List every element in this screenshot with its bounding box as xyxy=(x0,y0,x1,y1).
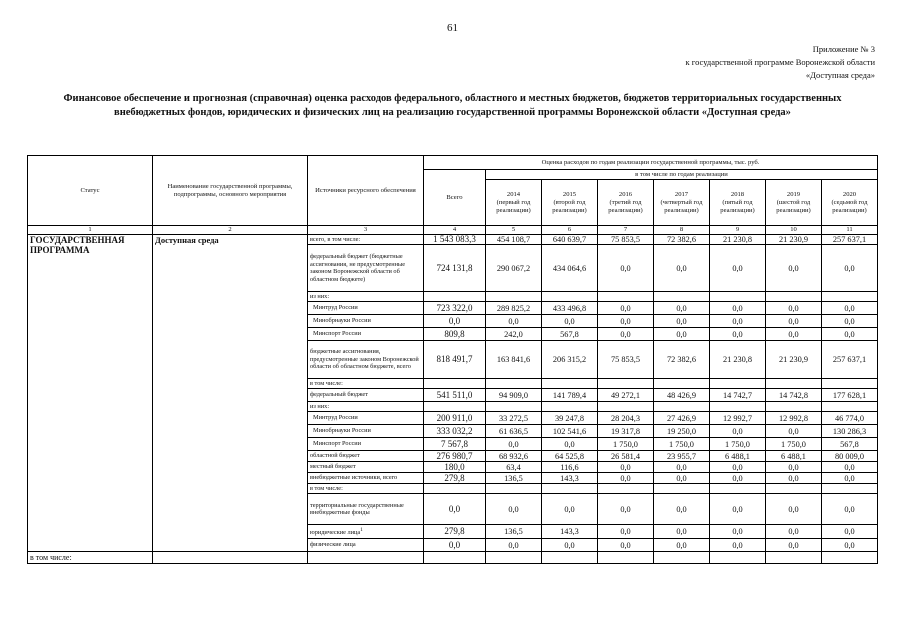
table-row xyxy=(28,235,878,245)
empty-cell xyxy=(710,552,766,564)
year-value-cell: 0,0 xyxy=(766,494,822,525)
year-value-cell xyxy=(542,292,598,302)
source-label: Минтруд России xyxy=(313,414,358,422)
total-value-cell: 0,0 xyxy=(424,539,486,552)
header-by-year: в том числе по годам реализации xyxy=(486,170,878,180)
year-value-cell xyxy=(486,379,542,389)
header-year-label: (шестой год реализации) xyxy=(776,198,811,214)
year-value-cell: 21 230,8 xyxy=(710,235,766,245)
header-year-number: 2020 xyxy=(842,190,857,198)
annex-line: Приложение № 3 xyxy=(812,44,875,54)
column-number: 9 xyxy=(710,226,766,235)
header-year xyxy=(710,180,766,226)
year-value-cell: 0,0 xyxy=(766,462,822,473)
year-value-cell: 567,8 xyxy=(822,438,878,451)
column-number: 3 xyxy=(308,226,424,235)
header-year-label: (первый год реализации) xyxy=(496,198,531,214)
annex-line: к государственной программе Воронежской области xyxy=(685,57,875,67)
source-cell xyxy=(308,494,424,525)
year-value-cell: 0,0 xyxy=(654,462,710,473)
year-value-cell: 0,0 xyxy=(598,473,654,484)
total-value-cell: 724 131,8 xyxy=(424,245,486,292)
header-status: Статус xyxy=(28,156,153,226)
year-value-cell: 136,5 xyxy=(486,525,542,539)
status-cell: ГОСУДАРСТВЕННАЯ ПРОГРАММА xyxy=(28,235,153,552)
year-value-cell: 0,0 xyxy=(822,494,878,525)
empty-cell xyxy=(654,552,710,564)
header-year xyxy=(822,180,878,226)
total-value-cell: 0,0 xyxy=(424,315,486,328)
header-name: Наименование государственной программы, подпрограммы, основного мероприятия xyxy=(153,156,308,226)
year-value-cell: 0,0 xyxy=(766,539,822,552)
year-value-cell xyxy=(710,292,766,302)
program-name-cell: Доступная среда xyxy=(153,235,308,552)
year-value-cell: 0,0 xyxy=(766,315,822,328)
year-value-cell: 14 742,8 xyxy=(766,389,822,402)
source-label: федеральный бюджет xyxy=(310,391,368,399)
year-value-cell: 0,0 xyxy=(710,245,766,292)
year-value-cell: 0,0 xyxy=(710,473,766,484)
year-value-cell: 0,0 xyxy=(654,473,710,484)
year-value-cell: 0,0 xyxy=(822,245,878,292)
year-value-cell: 21 230,8 xyxy=(710,341,766,379)
header-year-label: (четвертый год реализации) xyxy=(660,198,703,214)
source-cell xyxy=(308,235,424,245)
source-label: Минспорт России xyxy=(313,440,362,448)
column-number: 1 xyxy=(28,226,153,235)
year-value-cell xyxy=(598,484,654,494)
year-value-cell: 39 247,8 xyxy=(542,412,598,425)
year-value-cell: 6 488,1 xyxy=(710,451,766,462)
column-number: 6 xyxy=(542,226,598,235)
column-number: 4 xyxy=(424,226,486,235)
year-value-cell: 130 286,3 xyxy=(822,425,878,438)
year-value-cell xyxy=(766,292,822,302)
year-value-cell: 0,0 xyxy=(710,302,766,315)
year-value-cell: 72 382,6 xyxy=(654,341,710,379)
header-year-label: (третий год реализации) xyxy=(608,198,643,214)
source-cell xyxy=(308,462,424,473)
year-value-cell xyxy=(710,379,766,389)
total-value-cell xyxy=(424,484,486,494)
header-year xyxy=(598,180,654,226)
column-number: 8 xyxy=(654,226,710,235)
source-cell xyxy=(308,451,424,462)
year-value-cell: 94 909,0 xyxy=(486,389,542,402)
year-value-cell xyxy=(766,484,822,494)
source-cell xyxy=(308,438,424,451)
year-value-cell: 0,0 xyxy=(598,462,654,473)
year-value-cell: 14 742,7 xyxy=(710,389,766,402)
year-value-cell: 0,0 xyxy=(822,462,878,473)
year-value-cell: 141 789,4 xyxy=(542,389,598,402)
year-value-cell: 0,0 xyxy=(654,315,710,328)
year-value-cell: 290 067,2 xyxy=(486,245,542,292)
column-number: 5 xyxy=(486,226,542,235)
year-value-cell: 0,0 xyxy=(486,494,542,525)
year-value-cell: 434 064,6 xyxy=(542,245,598,292)
total-value-cell xyxy=(424,402,486,412)
year-value-cell: 0,0 xyxy=(766,302,822,315)
year-value-cell: 0,0 xyxy=(766,425,822,438)
year-value-cell xyxy=(766,402,822,412)
year-value-cell: 0,0 xyxy=(710,425,766,438)
empty-cell xyxy=(542,552,598,564)
year-value-cell xyxy=(654,484,710,494)
year-value-cell: 27 426,9 xyxy=(654,412,710,425)
page-number: 61 xyxy=(447,22,458,34)
header-source: Источники ресурсного обеспечения xyxy=(308,156,424,226)
source-label: местный бюджет xyxy=(310,463,356,471)
year-value-cell: 0,0 xyxy=(598,302,654,315)
year-value-cell: 257 637,1 xyxy=(822,235,878,245)
header-year xyxy=(654,180,710,226)
year-value-cell: 0,0 xyxy=(710,494,766,525)
source-label: областной бюджет xyxy=(310,452,360,460)
empty-cell xyxy=(822,552,878,564)
year-value-cell xyxy=(710,402,766,412)
year-value-cell: 0,0 xyxy=(654,302,710,315)
total-value-cell: 7 567,8 xyxy=(424,438,486,451)
total-value-cell: 1 543 083,3 xyxy=(424,235,486,245)
year-value-cell: 12 992,8 xyxy=(766,412,822,425)
year-value-cell: 242,0 xyxy=(486,328,542,341)
year-value-cell: 640 639,7 xyxy=(542,235,598,245)
year-value-cell: 0,0 xyxy=(710,539,766,552)
empty-cell xyxy=(598,552,654,564)
year-value-cell xyxy=(486,292,542,302)
year-value-cell: 136,5 xyxy=(486,473,542,484)
year-value-cell: 26 581,4 xyxy=(598,451,654,462)
year-value-cell: 48 426,9 xyxy=(654,389,710,402)
total-value-cell: 279,8 xyxy=(424,473,486,484)
annex-line: «Доступная среда» xyxy=(805,70,875,80)
table-row xyxy=(28,552,878,564)
header-year-number: 2014 xyxy=(506,190,521,198)
year-value-cell: 28 204,3 xyxy=(598,412,654,425)
year-value-cell: 0,0 xyxy=(486,438,542,451)
year-value-cell: 23 955,7 xyxy=(654,451,710,462)
year-value-cell: 0,0 xyxy=(486,315,542,328)
source-label: всего, в том числе: xyxy=(310,235,361,243)
year-value-cell: 0,0 xyxy=(542,315,598,328)
total-value-cell: 0,0 xyxy=(424,494,486,525)
year-value-cell xyxy=(486,484,542,494)
source-label: из них: xyxy=(310,402,330,410)
total-value-cell xyxy=(424,292,486,302)
year-value-cell: 0,0 xyxy=(542,438,598,451)
year-value-cell: 206 315,2 xyxy=(542,341,598,379)
year-value-cell: 177 628,1 xyxy=(822,389,878,402)
year-value-cell: 0,0 xyxy=(710,525,766,539)
year-value-cell: 0,0 xyxy=(598,539,654,552)
year-value-cell: 0,0 xyxy=(766,525,822,539)
year-value-cell: 61 636,5 xyxy=(486,425,542,438)
year-value-cell: 68 932,6 xyxy=(486,451,542,462)
footnote-mark: 1 xyxy=(360,526,363,533)
source-cell xyxy=(308,379,424,389)
page-title: Финансовое обеспечение и прогнозная (справочная) оценка расходов федерального, областного и местных бюджетов, бюджетов территориальных государственных внебюджетных фондов, юридических и физических лиц на реализацию государственной программы Воронежской области «Доступная среда» xyxy=(63,93,842,118)
column-number: 11 xyxy=(822,226,878,235)
year-value-cell xyxy=(822,484,878,494)
year-value-cell: 80 009,0 xyxy=(822,451,878,462)
year-value-cell: 64 525,8 xyxy=(542,451,598,462)
total-value-cell: 723 322,0 xyxy=(424,302,486,315)
source-cell xyxy=(308,302,424,315)
header-year-number: 2019 xyxy=(786,190,801,198)
source-label: федеральный бюджет (бюджетные ассигнования, не предусмотренные законом Воронежской области об областном бюджете) xyxy=(310,253,406,283)
column-number: 7 xyxy=(598,226,654,235)
year-value-cell: 0,0 xyxy=(486,539,542,552)
header-year-number: 2017 xyxy=(674,190,689,198)
source-cell xyxy=(308,389,424,402)
year-value-cell: 163 841,6 xyxy=(486,341,542,379)
year-value-cell: 102 541,6 xyxy=(542,425,598,438)
year-value-cell xyxy=(710,484,766,494)
source-cell xyxy=(308,539,424,552)
year-value-cell: 0,0 xyxy=(822,328,878,341)
source-label: Минтруд России xyxy=(313,304,358,312)
header-year xyxy=(542,180,598,226)
total-value-cell xyxy=(424,379,486,389)
year-value-cell: 454 108,7 xyxy=(486,235,542,245)
year-value-cell: 12 992,7 xyxy=(710,412,766,425)
total-value-cell: 279,8 xyxy=(424,525,486,539)
year-value-cell: 0,0 xyxy=(766,473,822,484)
source-cell xyxy=(308,341,424,379)
source-label: Минспорт России xyxy=(313,330,362,338)
year-value-cell: 143,3 xyxy=(542,473,598,484)
year-value-cell: 1 750,0 xyxy=(710,438,766,451)
year-value-cell: 0,0 xyxy=(598,525,654,539)
source-label: в том числе: xyxy=(310,379,343,387)
year-value-cell: 567,8 xyxy=(542,328,598,341)
year-value-cell xyxy=(598,379,654,389)
year-value-cell: 0,0 xyxy=(542,494,598,525)
header-year-label: (пятый год реализации) xyxy=(720,198,755,214)
year-value-cell: 0,0 xyxy=(598,245,654,292)
year-value-cell xyxy=(654,402,710,412)
year-value-cell: 0,0 xyxy=(654,494,710,525)
year-value-cell xyxy=(598,402,654,412)
source-cell xyxy=(308,315,424,328)
header-year-label: (седьмой год реализации) xyxy=(831,198,868,214)
year-value-cell: 0,0 xyxy=(654,539,710,552)
source-label: внебюджетные источники, всего xyxy=(310,474,398,482)
year-value-cell: 433 496,8 xyxy=(542,302,598,315)
source-cell xyxy=(308,292,424,302)
total-value-cell: 809,8 xyxy=(424,328,486,341)
source-cell xyxy=(308,412,424,425)
year-value-cell: 0,0 xyxy=(598,328,654,341)
year-value-cell: 0,0 xyxy=(766,245,822,292)
year-value-cell: 0,0 xyxy=(822,473,878,484)
year-value-cell: 0,0 xyxy=(822,302,878,315)
year-value-cell xyxy=(486,402,542,412)
year-value-cell: 72 382,6 xyxy=(654,235,710,245)
empty-cell xyxy=(486,552,542,564)
source-label: в том числе: xyxy=(310,484,343,492)
year-value-cell xyxy=(654,292,710,302)
year-value-cell: 0,0 xyxy=(766,328,822,341)
year-value-cell xyxy=(822,379,878,389)
year-value-cell: 257 637,1 xyxy=(822,341,878,379)
year-value-cell xyxy=(542,379,598,389)
year-value-cell: 63,4 xyxy=(486,462,542,473)
year-value-cell: 116,6 xyxy=(542,462,598,473)
source-label: юридические лица xyxy=(310,528,361,536)
year-value-cell: 49 272,1 xyxy=(598,389,654,402)
year-value-cell: 0,0 xyxy=(598,494,654,525)
year-value-cell: 75 853,5 xyxy=(598,235,654,245)
year-value-cell: 33 272,5 xyxy=(486,412,542,425)
header-year xyxy=(766,180,822,226)
year-value-cell: 0,0 xyxy=(654,245,710,292)
year-value-cell: 21 230,9 xyxy=(766,341,822,379)
source-label: бюджетные ассигнования, предусмотренные законом Воронежской области об областном бюджете, всего xyxy=(310,348,419,371)
year-value-cell: 0,0 xyxy=(822,539,878,552)
column-number: 10 xyxy=(766,226,822,235)
year-value-cell: 0,0 xyxy=(710,328,766,341)
year-value-cell: 19 250,0 xyxy=(654,425,710,438)
empty-cell xyxy=(153,552,308,564)
total-value-cell: 818 491,7 xyxy=(424,341,486,379)
header-total: Всего xyxy=(424,170,486,226)
year-value-cell: 0,0 xyxy=(710,462,766,473)
financing-table xyxy=(27,155,878,564)
total-value-cell: 180,0 xyxy=(424,462,486,473)
year-value-cell: 46 774,0 xyxy=(822,412,878,425)
source-cell xyxy=(308,425,424,438)
source-label: Минобрнауки России xyxy=(313,427,371,435)
header-year-number: 2016 xyxy=(618,190,633,198)
source-label: физические лица xyxy=(310,541,356,549)
header-year-number: 2015 xyxy=(562,190,577,198)
header-estimate: Оценка расходов по годам реализации государственной программы, тыс. руб. xyxy=(424,156,878,170)
year-value-cell: 0,0 xyxy=(598,315,654,328)
header-year-label: (второй год реализации) xyxy=(552,198,587,214)
year-value-cell: 75 853,5 xyxy=(598,341,654,379)
year-value-cell: 0,0 xyxy=(822,525,878,539)
source-cell xyxy=(308,402,424,412)
year-value-cell xyxy=(822,402,878,412)
year-value-cell xyxy=(654,379,710,389)
year-value-cell xyxy=(542,402,598,412)
year-value-cell: 0,0 xyxy=(654,525,710,539)
year-value-cell xyxy=(598,292,654,302)
empty-cell xyxy=(766,552,822,564)
source-cell xyxy=(308,484,424,494)
year-value-cell xyxy=(542,484,598,494)
source-label: из них: xyxy=(310,292,330,300)
year-value-cell: 0,0 xyxy=(710,315,766,328)
source-cell xyxy=(308,245,424,292)
column-number: 2 xyxy=(153,226,308,235)
empty-cell xyxy=(424,552,486,564)
total-value-cell: 541 511,0 xyxy=(424,389,486,402)
total-value-cell: 276 980,7 xyxy=(424,451,486,462)
year-value-cell: 0,0 xyxy=(542,539,598,552)
year-value-cell: 21 230,9 xyxy=(766,235,822,245)
year-value-cell: 19 317,8 xyxy=(598,425,654,438)
year-value-cell: 289 825,2 xyxy=(486,302,542,315)
year-value-cell: 0,0 xyxy=(654,328,710,341)
source-cell xyxy=(308,328,424,341)
year-value-cell: 6 488,1 xyxy=(766,451,822,462)
header-year-number: 2018 xyxy=(730,190,745,198)
year-value-cell xyxy=(766,379,822,389)
source-label: территориальные государственные внебюджетные фонды xyxy=(310,501,404,516)
total-value-cell: 333 032,2 xyxy=(424,425,486,438)
source-cell xyxy=(308,525,424,539)
total-value-cell: 200 911,0 xyxy=(424,412,486,425)
footer-cell: в том числе: xyxy=(28,552,153,564)
source-cell xyxy=(308,473,424,484)
empty-cell xyxy=(308,552,424,564)
year-value-cell xyxy=(822,292,878,302)
year-value-cell: 0,0 xyxy=(822,315,878,328)
year-value-cell: 1 750,0 xyxy=(654,438,710,451)
year-value-cell: 143,3 xyxy=(542,525,598,539)
annex-note xyxy=(686,43,875,82)
source-label: Минобрнауки России xyxy=(313,317,371,325)
header-year xyxy=(486,180,542,226)
year-value-cell: 1 750,0 xyxy=(766,438,822,451)
year-value-cell: 1 750,0 xyxy=(598,438,654,451)
